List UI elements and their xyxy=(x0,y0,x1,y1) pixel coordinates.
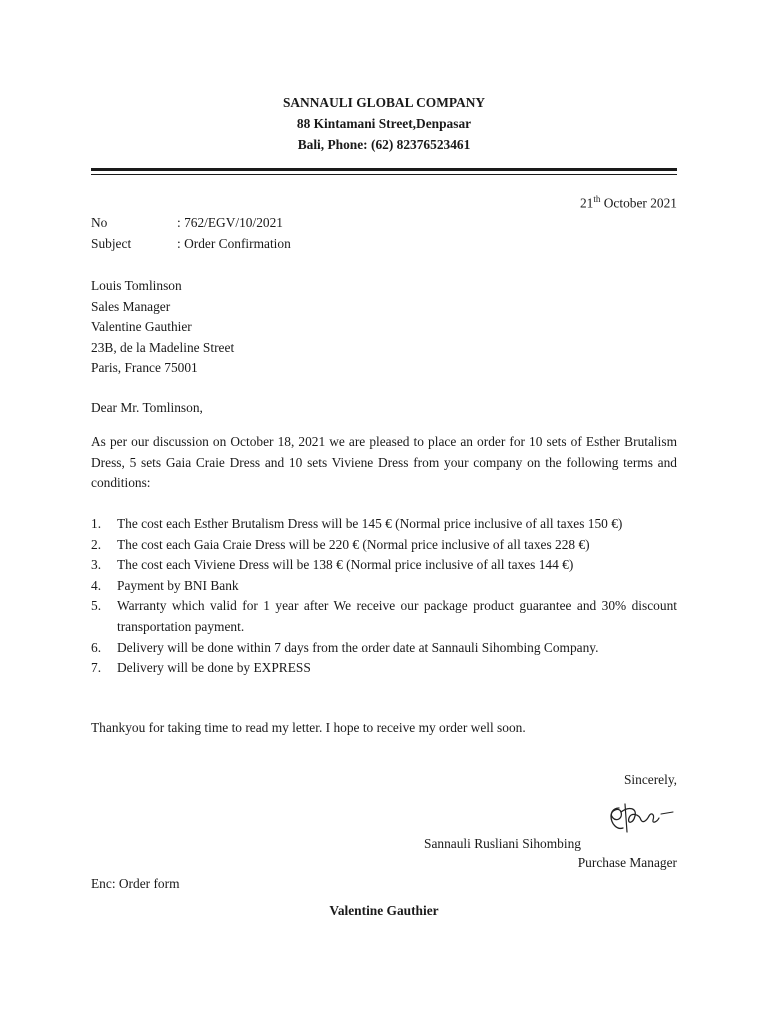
reference-number-row xyxy=(91,215,283,231)
term-number: 7. xyxy=(91,660,102,676)
company-street: 88 Kintamani Street,Denpasar xyxy=(296,116,472,131)
date-rest: October 2021 xyxy=(600,195,677,211)
thanks-paragraph: Thankyou for taking time to read my letter. I hope to receive my order well soon. xyxy=(91,720,526,735)
terms-list-item xyxy=(91,638,677,659)
company-name: SANNAULI GLOBAL COMPANY xyxy=(282,95,486,110)
term-number: 2. xyxy=(91,536,102,552)
letterhead-divider-thick xyxy=(91,168,677,171)
subject-value: : Order Confirmation xyxy=(177,236,291,251)
term-text: Warranty which valid for 1 year after We receive our package product guarantee and 30% discount transportation payment. xyxy=(117,598,677,634)
term-text: The cost each Viviene Dress will be 138 € (Normal price inclusive of all taxes 144 €) xyxy=(117,557,574,573)
terms-list xyxy=(91,514,677,679)
subject-label: Subject xyxy=(91,236,132,251)
closing: Sincerely, xyxy=(623,772,677,787)
subject-row xyxy=(91,236,291,252)
recipient-name: Louis Tomlinson xyxy=(91,278,182,293)
footer-company: Valentine Gauthier xyxy=(329,903,439,918)
recipient-city: Paris, France 75001 xyxy=(91,360,198,376)
recipient-address xyxy=(91,276,234,379)
terms-list-item xyxy=(91,535,677,556)
term-number: 4. xyxy=(91,577,102,593)
recipient-street: 23B, de la Madeline Street xyxy=(91,339,235,355)
recipient-position: Sales Manager xyxy=(91,298,171,314)
term-number: 3. xyxy=(91,557,102,573)
terms-list-item xyxy=(91,514,677,535)
reference-number-label: No xyxy=(91,215,108,230)
signer-title: Purchase Manager xyxy=(577,855,677,870)
terms-list-item xyxy=(91,555,677,576)
letterhead xyxy=(0,92,768,155)
terms-list-item xyxy=(91,596,677,637)
term-number: 5. xyxy=(91,598,102,614)
reference-number-value: : 762/EGV/10/2021 xyxy=(177,215,284,230)
handwritten-signature xyxy=(605,798,677,838)
enclosure-note: Enc: Order form xyxy=(91,876,180,891)
term-text: Delivery will be done within 7 days from the order date at Sannauli Sihombing Company. xyxy=(117,639,599,655)
signer-name: Sannauli Rusliani Sihombing xyxy=(424,836,581,851)
letterhead-divider-thin xyxy=(91,174,677,175)
date-suffix: th xyxy=(593,194,601,204)
letter-date xyxy=(580,194,677,211)
term-number: 6. xyxy=(91,639,102,655)
company-contact: Bali, Phone: (62) 82376523461 xyxy=(297,137,471,152)
intro-paragraph: As per our discussion on October 18, 2021 we are pleased to place an order for 10 sets of Esther Brutalism Dress, 5 sets Gaia Craie Dress and 10 sets Viviene Dress from your company on the following terms and conditions: xyxy=(91,434,677,491)
recipient-company: Valentine Gauthier xyxy=(91,319,192,335)
date-day: 21 xyxy=(579,195,594,211)
terms-list-item xyxy=(91,658,677,679)
term-text: Delivery will be done by EXPRESS xyxy=(117,660,311,676)
salutation: Dear Mr. Tomlinson, xyxy=(91,400,203,415)
term-text: The cost each Esther Brutalism Dress will be 145 € (Normal price inclusive of all taxes 150 €) xyxy=(117,516,623,531)
terms-list-item xyxy=(91,576,677,597)
term-text: The cost each Gaia Craie Dress will be 220 € (Normal price inclusive of all taxes 228 €) xyxy=(117,536,590,552)
term-number: 1. xyxy=(91,516,102,531)
term-text: Payment by BNI Bank xyxy=(117,577,239,593)
